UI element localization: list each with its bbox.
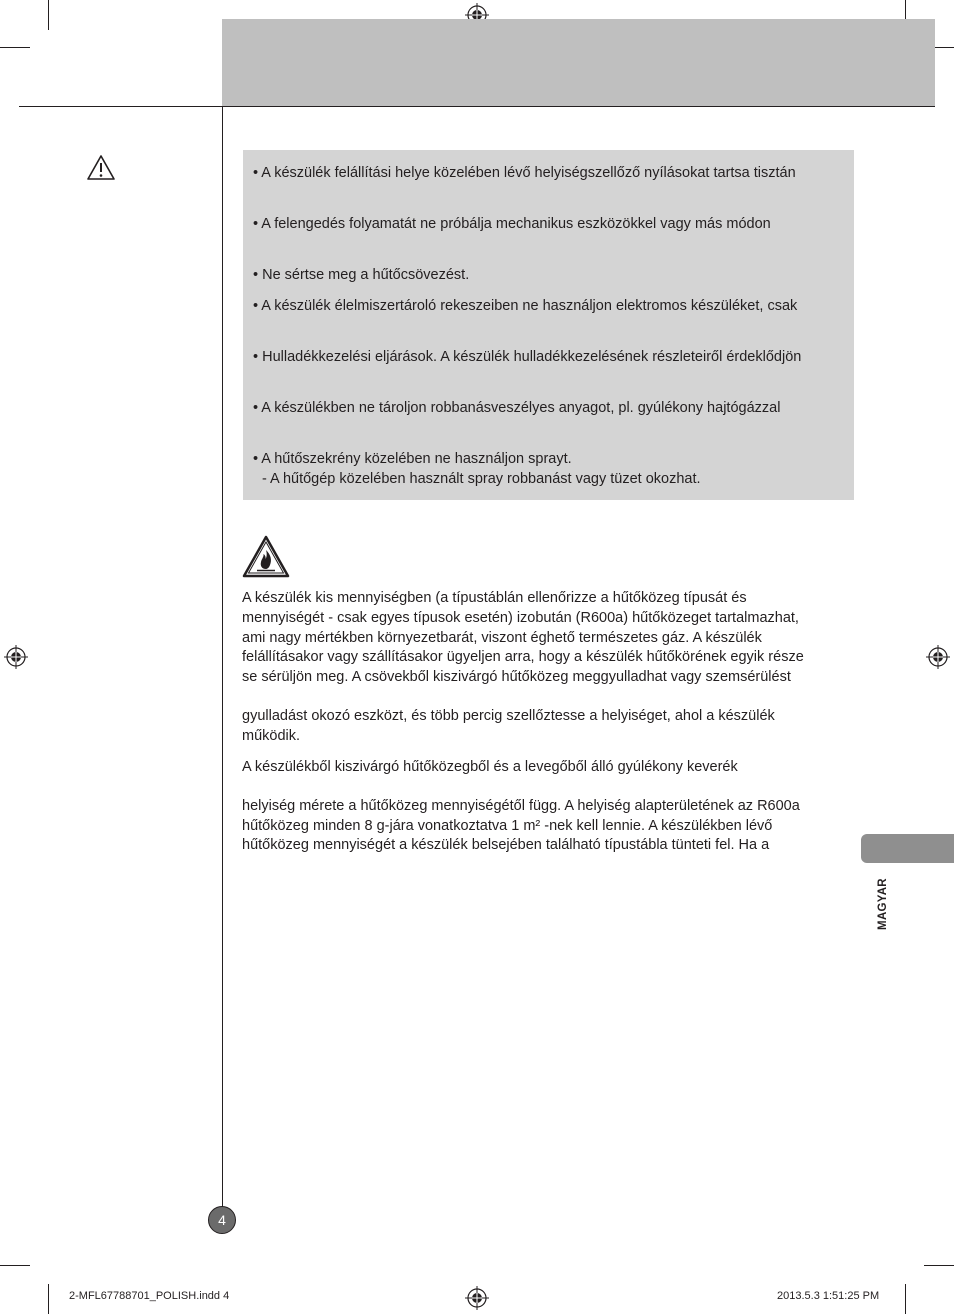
refrigerant-text-line: hűtőközeg mennyiségét a készülék belsejében található típustábla tünteti fel. Ha a — [242, 837, 770, 853]
refrigerant-text-line: se sérüljön meg. A csövekből kiszivárgó hűtőközeg meggyulladhat vagy szemsérülést — [242, 669, 791, 685]
warning-item: • A hűtőszekrény közelében ne használjon sprayt. — [253, 451, 572, 467]
refrigerant-text-line: hűtőközeg minden 8 g-jára vonatkoztatva 1 m² -nek kell lennie. A készülékben lévő — [242, 818, 773, 834]
refrigerant-text-line: felállításakor vagy szállításakor ügyeljen arra, hogy a készülék hűtőkörének egyik része — [242, 649, 804, 665]
header-band — [222, 19, 935, 106]
language-label: MAGYAR — [877, 878, 889, 930]
margin-rule — [222, 106, 223, 1216]
crop-mark — [0, 47, 30, 48]
caution-triangle-icon — [86, 154, 116, 181]
refrigerant-text-line: ami nagy mértékben környezetbarát, viszont éghető természetes gáz. A készülék — [242, 630, 762, 646]
flammable-warning-icon — [242, 535, 290, 579]
crop-mark — [905, 1284, 906, 1314]
footer-timestamp: 2013.5.3 1:51:25 PM — [777, 1290, 880, 1302]
warning-item: • A készülékben ne tároljon robbanásveszélyes anyagot, pl. gyúlékony hajtógázzal — [253, 400, 781, 416]
registration-mark-icon — [926, 645, 950, 669]
refrigerant-text-line: működik. — [242, 728, 301, 744]
warning-item: • Hulladékkezelési eljárások. A készülék hulladékkezelésének részleteiről érdeklődjön — [253, 349, 802, 365]
refrigerant-text-line: gyulladást okozó eszközt, és több percig szellőztesse a helyiséget, ahol a készülék — [242, 708, 775, 724]
warning-item: • A készülék élelmiszertároló rekeszeiben ne használjon elektromos készüléket, csak — [253, 298, 798, 314]
registration-mark-icon — [4, 645, 28, 669]
crop-mark — [0, 1265, 30, 1266]
page-number: 4 — [208, 1206, 236, 1234]
header-rule — [19, 106, 935, 107]
warning-item: • Ne sértse meg a hűtőcsövezést. — [253, 267, 470, 283]
language-tab — [861, 834, 954, 863]
registration-mark-icon — [465, 1286, 489, 1310]
warning-sub-item: - A hűtőgép közelében használt spray robbanást vagy tüzet okozhat. — [262, 471, 701, 487]
crop-mark — [924, 1265, 954, 1266]
refrigerant-text-line: A készülékből kiszivárgó hűtőközegből és a levegőből álló gyúlékony keverék — [242, 759, 738, 775]
crop-mark — [48, 1284, 49, 1314]
refrigerant-text-line: mennyiségét - csak egyes típusok esetén) izobután (R600a) hűtőközeget tartalmazhat, — [242, 610, 799, 626]
crop-mark — [48, 0, 49, 30]
warning-item: • A felengedés folyamatát ne próbálja mechanikus eszközökkel vagy más módon — [253, 216, 771, 232]
warning-item: • A készülék felállítási helye közelében lévő helyiségszellőző nyílásokat tartsa tisztán — [253, 165, 796, 181]
footer-file: 2-MFL67788701_POLISH.indd 4 — [69, 1290, 230, 1302]
warning-box — [243, 150, 854, 500]
refrigerant-text-line: A készülék kis mennyiségben (a típustáblán ellenőrizze a hűtőközeg típusát és — [242, 590, 747, 606]
refrigerant-text-line: helyiség mérete a hűtőközeg mennyiségétől függ. A helyiség alapterületének az R600a — [242, 798, 800, 814]
